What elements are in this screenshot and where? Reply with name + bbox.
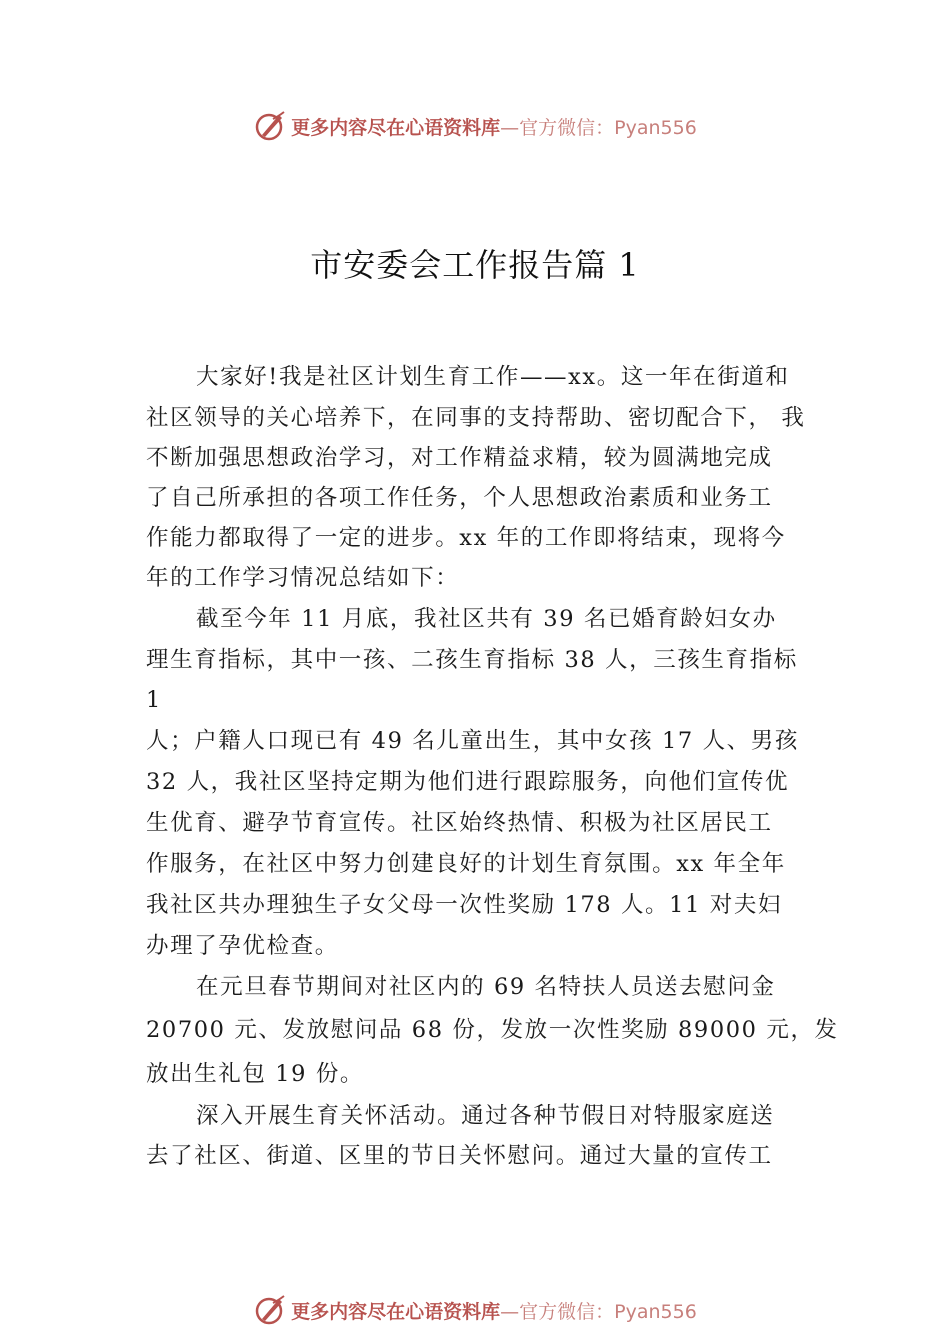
body-line: 了自己所承担的各项工作任务，个人思想政治素质和业务工 (146, 485, 773, 511)
body-line: 办理了孕优检查。 (146, 933, 339, 959)
quill-logo-icon (253, 109, 287, 143)
body-line: 作能力都取得了一定的进步。xx 年的工作即将结束，现将今 (146, 525, 786, 551)
body-line: 1 (146, 687, 162, 713)
brand-text: 更多内容尽在心语资料库 (291, 116, 501, 139)
body-line: 放出生礼包 19 份。 (146, 1061, 365, 1087)
body-line: 生优育、避孕节育宣传。社区始终热情、积极为社区居民工 (146, 810, 773, 836)
body-line: 不断加强思想政治学习，对工作精益求精，较为圆满地完成 (146, 445, 773, 471)
document-title: 市安委会工作报告篇 1 (310, 246, 640, 284)
body-line: 去了社区、街道、区里的节日关怀慰问。通过大量的宣传工 (146, 1143, 773, 1169)
footer-banner (0, 1290, 950, 1330)
body-line: 年的工作学习情况总结如下： (146, 565, 460, 591)
body-line: 我社区共办理独生子女父母一次性奖励 178 人。11 对夫妇 (146, 892, 783, 918)
body-line: 人；户籍人口现已有 49 名儿童出生，其中女孩 17 人、男孩 (146, 728, 799, 754)
brand-text: 更多内容尽在心语资料库 (291, 1300, 501, 1323)
wechat-text: —官方微信：Pyan556 (500, 1300, 697, 1323)
header-banner (0, 106, 950, 146)
body-line: 理生育指标，其中一孩、二孩生育指标 38 人，三孩生育指标 (146, 647, 798, 673)
body-line: 作服务，在社区中努力创建良好的计划生育氛围。xx 年全年 (146, 851, 786, 877)
body-line: 20700 元、发放慰问品 68 份，发放一次性奖励 89000 元，发 (146, 1017, 839, 1043)
wechat-text: —官方微信：Pyan556 (500, 116, 697, 139)
body-line: 社区领导的关心培养下，在同事的支持帮助、密切配合下， 我 (146, 405, 806, 431)
body-line: 截至今年 11 月底，我社区共有 39 名已婚育龄妇女办 (196, 606, 777, 632)
body-line: 在元旦春节期间对社区内的 69 名特扶人员送去慰问金 (196, 974, 776, 1000)
body-line: 32 人，我社区坚持定期为他们进行跟踪服务，向他们宣传优 (146, 769, 790, 795)
body-line: 大家好!我是社区计划生育工作——xx。这一年在街道和 (196, 364, 790, 390)
body-line: 深入开展生育关怀活动。通过各种节假日对特服家庭送 (196, 1103, 775, 1129)
quill-logo-icon (253, 1293, 287, 1327)
